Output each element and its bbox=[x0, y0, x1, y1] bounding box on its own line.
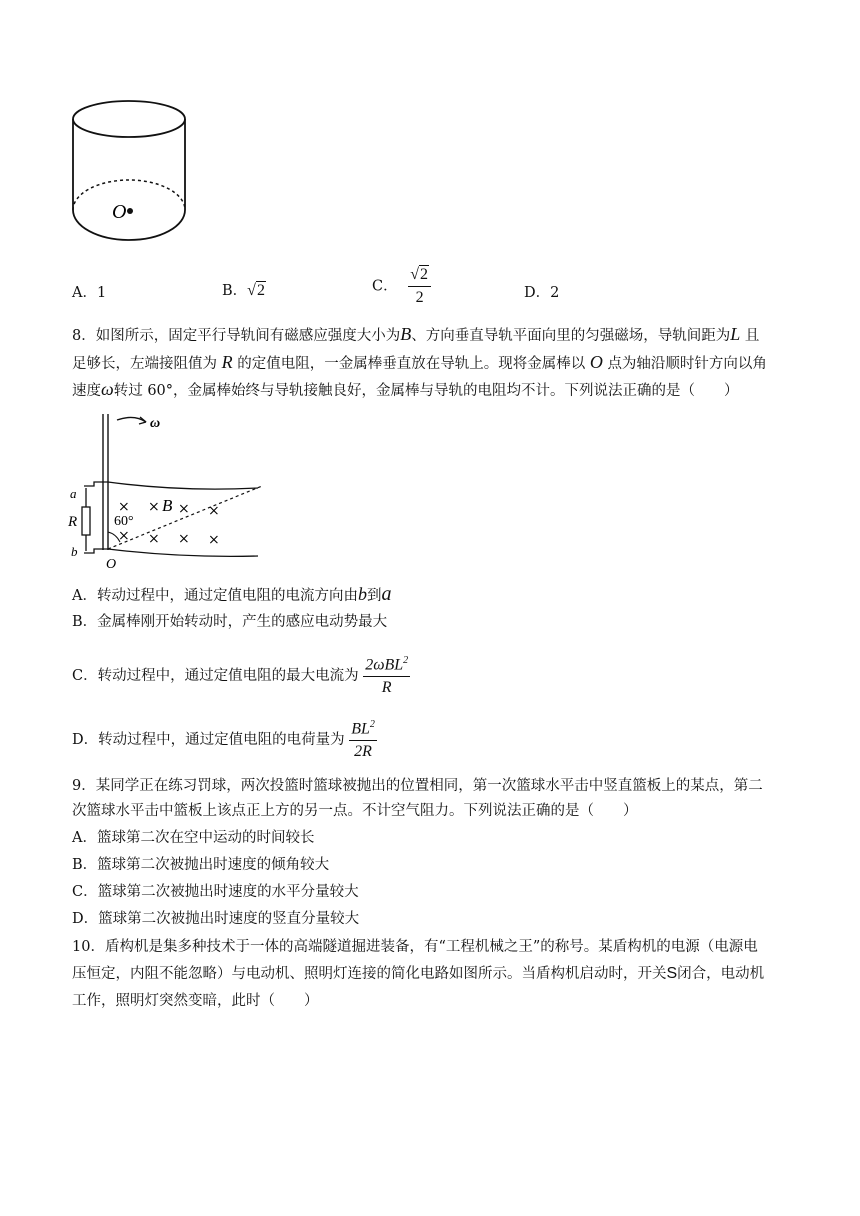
text: 且 bbox=[744, 328, 760, 344]
q8-stem-line-2 bbox=[72, 352, 767, 374]
cylinder-figure bbox=[64, 92, 194, 252]
text: 到 bbox=[366, 588, 382, 604]
q8-option-d bbox=[72, 714, 377, 763]
q8-stem-line-1 bbox=[72, 324, 759, 346]
label-r: R bbox=[68, 514, 78, 530]
q9-option-c: C．篮球第二次被抛出时速度的水平分量较大 bbox=[72, 884, 359, 900]
field-cross: × bbox=[178, 531, 190, 547]
option-letter: A． bbox=[72, 285, 97, 301]
text: 的定值电阻，一金属棒垂直放在导轨上。现将金属棒以 bbox=[237, 356, 586, 372]
text: 、方向垂直导轨平面向里的匀强磁场，导轨间距为 bbox=[411, 328, 731, 344]
angle-label: 60° bbox=[114, 514, 134, 529]
text: 转过 60°，金属棒始终与导轨接触良好，金属棒与导轨的电阻均不计。下列说法正确的是（ ） bbox=[113, 383, 739, 399]
field-cross: × bbox=[208, 532, 220, 548]
q7-option-b bbox=[222, 279, 266, 300]
label-b: b bbox=[71, 544, 78, 559]
q7-option-c bbox=[372, 264, 431, 309]
q8-stem-line-3 bbox=[72, 379, 739, 401]
text: 足够长，左端接阻值为 bbox=[72, 356, 217, 372]
text: 速度 bbox=[72, 383, 101, 399]
bottom-rail bbox=[84, 549, 258, 556]
q9-stem-line-1: 9．某同学正在练习罚球，两次投篮时篮球被抛出的位置相同，第一次篮球水平击中竖直篮板上的某点，第二 bbox=[72, 778, 763, 794]
text: 点为轴沿顺时针方向以角 bbox=[607, 356, 767, 372]
omega-label: ω bbox=[150, 416, 161, 431]
text: 闭合，电动机 bbox=[677, 966, 765, 982]
resistor bbox=[82, 507, 90, 535]
q10-stem-line-1: 10．盾构机是集多种技术于一体的高端隧道掘进装备，有“工程机械之王”的称号。某盾构机的电源（电源电 bbox=[72, 939, 758, 955]
cylinder-top-ellipse bbox=[73, 101, 185, 137]
text: A．转动过程中，通过定值电阻的电流方向由 bbox=[72, 588, 358, 604]
field-cross: × bbox=[118, 499, 130, 515]
q9-option-b: B．篮球第二次被抛出时速度的倾角较大 bbox=[72, 857, 330, 873]
field-cross: × bbox=[148, 531, 160, 547]
field-cross: × bbox=[178, 501, 190, 517]
fraction bbox=[349, 714, 377, 763]
q10-stem-line-3: 工作，照明灯突然变暗，此时（ ） bbox=[72, 993, 319, 1009]
option-letter: B． bbox=[222, 283, 248, 299]
label-a: a bbox=[70, 486, 77, 501]
q7-option-a bbox=[72, 281, 106, 302]
field-cross: × bbox=[208, 503, 220, 519]
q7-option-d bbox=[524, 281, 559, 302]
radicand: 2 bbox=[256, 282, 265, 299]
fraction bbox=[408, 264, 431, 309]
fraction-numerator: 2ωBL bbox=[365, 656, 404, 674]
text: D．转动过程中，通过定值电阻的电荷量为 bbox=[72, 732, 345, 749]
center-label: O bbox=[112, 201, 127, 223]
q8-option-b: B．金属棒刚开始转动时，产生的感应电动势最大 bbox=[72, 614, 388, 630]
var-a: a bbox=[381, 583, 392, 605]
text: 8．如图所示，固定平行导轨间有磁感应强度大小为 bbox=[72, 328, 401, 344]
fraction bbox=[363, 650, 410, 699]
cylinder-bottom-back-dashed bbox=[73, 180, 185, 210]
label-o: O bbox=[106, 557, 117, 568]
fraction-denominator: R bbox=[381, 679, 392, 697]
sqrt-expression: √2 bbox=[247, 282, 265, 299]
q9-option-a: A．篮球第二次在空中运动的时间较长 bbox=[72, 830, 315, 846]
q9-option-d: D．篮球第二次被抛出时速度的竖直分量较大 bbox=[72, 911, 360, 927]
top-rail bbox=[84, 482, 258, 489]
cylinder-bottom-front bbox=[73, 210, 185, 240]
var-omega: ω bbox=[101, 379, 114, 399]
exponent: 2 bbox=[403, 655, 409, 666]
q10-stem-line-2 bbox=[72, 964, 764, 984]
field-label: B bbox=[162, 496, 173, 515]
fraction-denominator: 2R bbox=[354, 743, 372, 761]
q8-option-c bbox=[72, 650, 410, 699]
field-cross: × bbox=[118, 528, 130, 544]
q8-option-a bbox=[72, 584, 391, 606]
rail-figure bbox=[62, 408, 272, 568]
exponent: 2 bbox=[369, 719, 375, 730]
q9-stem-line-2: 次篮球水平击中篮板上该点正上方的另一点。不计空气阻力。下列说法正确的是（ ） bbox=[72, 803, 638, 819]
option-letter: C． bbox=[372, 278, 398, 295]
option-letter: D． bbox=[524, 285, 551, 301]
fraction-numerator: √2 bbox=[408, 264, 431, 287]
text: C．转动过程中，通过定值电阻的最大电流为 bbox=[72, 668, 359, 685]
center-point bbox=[127, 208, 133, 214]
var-b: B bbox=[400, 324, 412, 344]
option-value: 2 bbox=[550, 285, 560, 301]
var-o: O bbox=[589, 352, 603, 372]
var-l: L bbox=[730, 324, 741, 344]
var-b: b bbox=[357, 584, 367, 604]
fraction-numerator: BL bbox=[351, 720, 370, 738]
var-s: S bbox=[666, 965, 678, 982]
fraction-denominator: 2 bbox=[415, 289, 424, 306]
option-value: 1 bbox=[96, 285, 107, 301]
var-r: R bbox=[221, 352, 233, 372]
field-cross: × bbox=[148, 499, 160, 515]
text: 压恒定，内阻不能忽略）与电动机、照明灯连接的简化电路如图所示。当盾构机启动时，开关 bbox=[72, 966, 667, 982]
